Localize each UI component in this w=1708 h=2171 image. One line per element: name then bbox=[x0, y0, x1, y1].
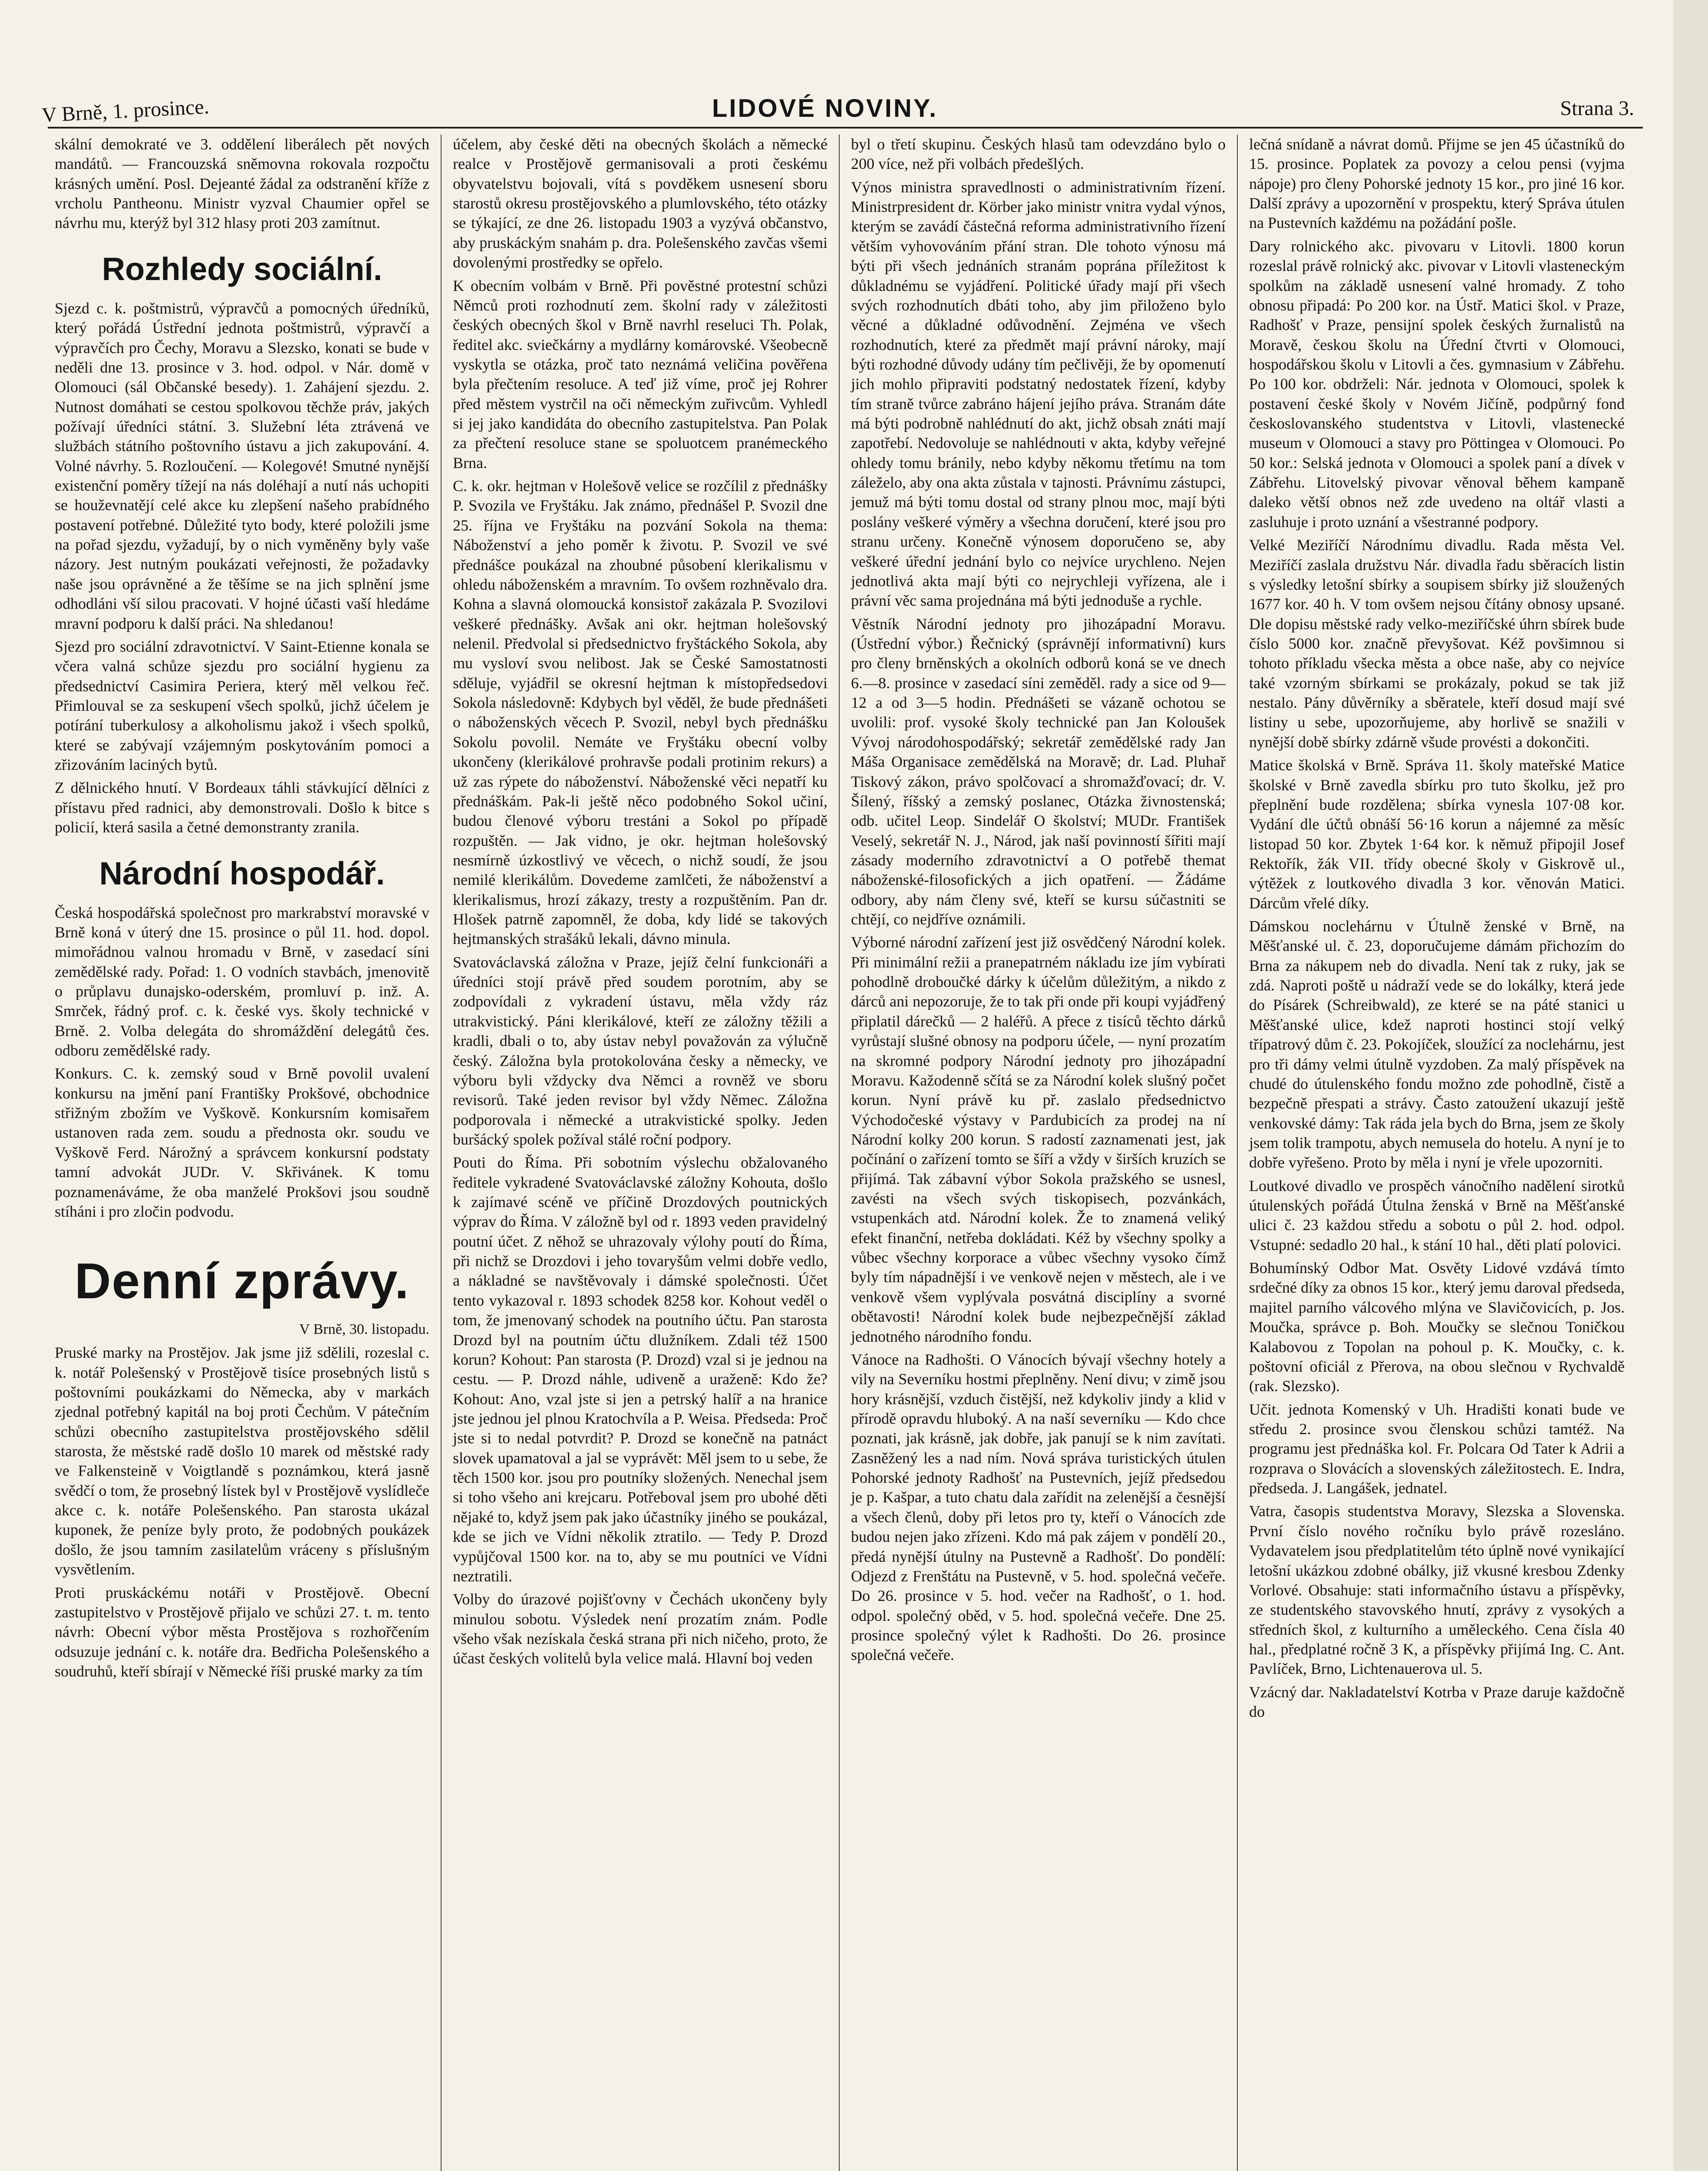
article: Pruské marky na Prostějov. Jak jsme již sdělili, rozeslal c. k. notář Polešenský v Prostějově tisíce prosebných listů s poštovními poukázkami do Německa, aby v markách zjednal potřebný kapitál na boj proti Čechům. V pátečním schůzi obecního zastupitelstva prostějovského sdělil starosta, že městské radě došlo 10 marek od městské rady ve Falkensteině v Voigtlandě s poznámkou, která jasně svědčí o tom, že prosebný lístek byl v Prostějově vyslídleče akce c. k. notáře Polešenského. Pan starosta ukázal kuponek, že peníze byly proto, že podobných poukázek došlo, že jsou tamním zasilatelům vráceny s příslušným vysvětlením. bbox=[55, 1344, 429, 1578]
article: Z dělnického hnutí. V Bordeaux táhli stávkující dělníci z přístavu před radnici, aby demonstrovali. Došlo k bitce s policií, která sasila a četné demonstranty zranila. bbox=[55, 779, 429, 836]
scan-margin bbox=[1673, 0, 1708, 2171]
article: Dary rolnického akc. pivovaru v Litovli. 1800 korun rozeslal právě rolnický akc. pivovar v Litovli vlasteneckým spolkům na základě usnesení valné hromady. Z toho obnosu připadá: Po 200 kor. na Ústř. Matici škol. v Praze, Radhošť v Praze, pensijní spolek českých žurnalistů na Moravě, českou školu na Úřední čtvrti v Olomouci, hospodářskou školu v Litovli a čes. gymnasium v Zábřehu. Po 100 kor. obdrželi: Nár. jednota v Olomouci, spolek k postavení české školy v Novém Jičíně, podpůrný fond českoslovanského studentstva v Litovli, vlastenecké museum v Olomouci a stavy pro Pöttingea v Olomouci. Po 50 kor.: Selská jednota v Olomouci a spolek paní a dívek v Zábřehu. Litovelský pivovar věnoval během kampaně daleko větší obnos než zde uvedeno na oltář vlasti a zasluhuje i proto uznání a všestranné podpory. bbox=[1249, 237, 1625, 531]
column-3-lead: byl o třetí skupinu. Českých hlasů tam odevzdáno bylo o 200 více, než při volbách předešlých. bbox=[851, 135, 1226, 173]
article: Svatováclavská záložna v Praze, jejíž čelní funkcionáři a úředníci stojí právě před soudem porotním, aby se zodpovídali z vykradení ústavu, měla vždy ráz utrakvistický. Páni klerikálové, kteří ze záložny těžili a kradli, dbali o to, aby ústav nebyl považován za výlučně český. Záložna byla protokolována česky a německy, ve výboru byli vždycky dva Němci a rovněž ve sboru revisorů. Také jeden revisor byl vždy Němec. Záložna podporovala i německé a utrakvistické spolky. Jeden buršácký spolek požíval stálé roční podpory. bbox=[453, 953, 828, 1148]
article: Sjezd pro sociální zdravotnictví. V Saint-Etienne konala se včera valná schůze sjezdu pro sociální hygienu za předsednictví Casimira Periera, který měl velkou řeč. Přimlouval se za seskupení všech spolků, jichž účelem je potírání tuberkulosy a alkoholismu jakož i všech spolků, které se zabývají vzájemným poskytováním pomoci a zřizováním laciných bytů. bbox=[55, 637, 429, 774]
article: Pouti do Říma. Při sobotním výslechu obžalovaného ředitele vykradené Svatováclavské záložny Kohouta, došlo k zajímavé scéně ve příčině Drozdových poutnických výprav do Říma. V záložně byl od r. 1893 veden pravidelný poutní účet. Z něhož se uhrazovaly výlohy poutí do Říma, při nichž se Drozdovi i jeho tovaryšům velmi dobře vedlo, a nákladné se navštěvovaly i dámské společnosti. Účet tento vykazoval r. 1893 schodek 8258 kor. Kohout veděl o tom, že jmenovaný schodek na poutního účtu. Pan starosta Drozd byl na poutním účtu dlužníkem. Zdali též 1500 korun? Kohout: Pan starosta (P. Drozd) vzal si je jednou na cestu. — P. Drozd náhle, udiveně a uraženě: Kdo že? Kohout: Ano, vzal jste si jen a petrský halíř a na hranice jste jednou jel plnou Kratochvíla a P. Weisa. Předseda: Proč jste si to nedal potvrdit? P. Drozd se konečně na patnáct slovek upamatoval a jal se vyprávět: Měl jsem to u sebe, že těch 1500 kor. jsou pro poutníky složených. Nenechal jsem si toho všeho ani krejcaru. Potřeboval jsem pro ubohé děti nějaké to, když jsem pak jako účastníky jiného se poukázal, kde se jich ve Vídni několik ztratilo. — Tedy P. Drozd vypůjčoval 1500 kor. na to, aby se mu poutníci ve Vídni neztratili. bbox=[453, 1154, 828, 1585]
article: C. k. okr. hejtman v Holešově velice se rozčílil z přednášky P. Svozila ve Fryštáku. Jak známo, přednášel P. Svozil dne 25. října ve Fryštáku na pozvání Sokola na thema: Náboženství a jeho poměr k životu. P. Svozil ve své přednášce poukázal na zhoubné působení klerikalismu v ohledu náboženském a mravním. To ovšem rozhněvalo dra. Kohna a slavná olomoucká konsistoř zakázala P. Svozilovi veškeré přednášky. Avšak ani okr. hejtman holešovský nelenil. Předvolal si předsednictvo fryštáckého Sokola, aby mu vysloví svou nelibost. Jak se České Samostatnosti sděluje, vyjádřil se okresní hejtman k místopředsedovi Sokola následovně: Kdybych byl věděl, že bude přednášeti o náboženských věcech P. Svozil, nebyl bych přednášku Sokolu povolil. Nemáte ve Fryštáku obecní volby ukončeny (klerikálové prohravše podali protinim rekurs) a už zas rýpete do náboženství. Náboženské věci nepatří ku přednáškám. Pak-li ještě něco podobného Sokol učiní, budou členové výboru trestáni a Sokol po případě rozpuštěn. — Jak vidno, je okr. hejtman holešovský nesmírně úzkostlivý ve věcech, o nichž soudí, že jsou nemilé klerikálům. Dovedeme zamlčeti, že náboženství a klerikalismus, hrozí zákazy, tresty a rozpuštěním. Pan dr. Hlošek patrně zapomněl, že doba, kdy lidé se takových hejtmanských strašáků lekali, dávno minula. bbox=[453, 477, 828, 948]
article: Výborné národní zařízení jest již osvědčený Národní kolek. Při minimální režii a pranepatrném nákladu ize jím vybírati pohodlně droboučké dárky k účelům důležitým, a nikdo z dárců ani nepozoruje, že to tak při onde při koupi vyjádřený připlatil dárečků — 2 haléřů. A přece z tisíců těchto dárků vyrůstají slušné obnosy na podporu účele, — nyní prozatím na skromné podpory Národní jednoty pro jihozápadní Moravu. Kažodenně sčítá se za Národní kolek slušný počet korun. Nyní právě ku př. zaslalo předsednictvo Východočeské výstavy v Pardubicích za prodej na ní Národní kolky 200 korun. S radostí zaznamenati jest, jak počínání o zařízení tomto se šíří a vždy v širších kruzích se přijímá. Tak zábavní výbor Sokola pražského se usnesl, zavésti na všech svých tiskopisech, pozvánkách, vstupenkách atd. Národní kolek. Že to znamená veliký efekt finanční, netřeba dokládati. Kéž by všechny spolky a vůbec všechny korporace a vůbec všechny vysoko čímž byly tím nápadnější i ve venkově nejen v městech, ale i ve venkově všem vyplývala posvátná disciplíny a svorné obětavosti! Národní kolek bude nejbezpečnější základ jednotného národního fondu. bbox=[851, 934, 1226, 1345]
article: Výnos ministra spravedlnosti o administrativním řízení. Ministrpresident dr. Körber jako ministr vnitra vydal výnos, kterým se zavádí částečná reforma administrativního řízení větším vyhovováním přání stran. Dle tohoto výnosu má býti při všech jednáních stranám poprána příležitost k důkladnému se vyjádření. Politické úřady mají při všech svých rozhodnutích dbáti toho, aby jim přiloženo bylo věcné a důkladné odůvodnění. Zejména ve všech rozhodnutích, které za předmět mají právní nároky, mají býti rozhodné důvody udány tím pečlivěji, že by opomenutí jich mohlo připraviti podstatný nedostatek řízení, kdyby tím straně tvůrce zabráno hájení jejího práva. Stranám dáte má býti podrobně nahlédnutí do akt, jichž obsah znáti mají zapotřebí. Nedovoluje se nahlédnouti v akta, kdyby veřejné ohledy tomu bránily, nebo kdyby někomu třetímu na tom záleželo, aby ona akta zůstala v tajnosti. Právnímu zástupci, jemuž má býti tomu dostal od strany plnou moc, mají býti poslány veškeré výměry a všechna doručení, které jsou pro stranu určeny. Konečně výnosem doporučeno se, aby veškeré úřední jednání bylo co nejvíce urychleno. Nejen jednotlivá akta mají býti co nejrychleji vyřízena, ale i právní věc sama projednána má býti jednoduše a rychle. bbox=[851, 178, 1226, 610]
article: K obecním volbám v Brně. Při pověstné protestní schůzi Němců proti rozhodnutí zem. školní rady v záležitosti českých obecných škol v Brně navrhl reseluci Th. Polak, ředitel akc. sviečkárny a mydlárny komárovské. Všeobecně vyskytla se otázka, proč tato neznámá veličina pověřena byla přečtením resoluce. A teď již víme, proč jej Rohrer před městem vystrčil na oči německým zuřivcům. Vyhledl si jej jako kandidáta do obecního zastupitelstva. Pan Polak za přečtení resoluce stane se spoluotcem pranémeckého Brna. bbox=[453, 277, 828, 472]
section-heading-narodni: Národní hospodář. bbox=[99, 855, 385, 891]
article: Sjezd c. k. poštmistrů, výpravčů a pomocných úředníků, který pořádá Ústřední jednota poštmistrů, výpravčí a výpravčích pro Čechy, Moravu a Slezsko, konati se bude v neděli dne 13. prosince v 3. hod. odpol. v Nár. domě v Olomouci (sál Občanské besedy). 1. Zahájení sjezdu. 2. Nutnost domáhati se cestou spolkovou těchže práv, jakých požívají úředníci státní. 3. Služební léta ztrávená ve službách státního poštovního ústavu a jich zakupování. 4. Volné návrhy. 5. Rozloučení. — Kolegové! Smutné nynější existenční poměry tížejí na nás doléhají a nutí nás uchopiti se houževnatějí celé akce ku zlepšení našeho prabídného postavení potřebné. Důležité tyto body, které položili jsme na pořad sjezdu, vyžadují, by o nich vyměněny byly vaše názory. Jest nutným poukázati veřejnosti, že požadavky naše jsou oprávněné a že těšíme se na jich splnění jsme odhodláni vší silou pracovati. V hojné účasti vaší hledáme mravní podporu k další práci. Na shledanou! bbox=[55, 299, 429, 632]
column-4-lead: lečná snídaně a návrat domů. Přijme se jen 45 účastníků do 15. prosince. Poplatek za povozy a celou pensi (vyjma nápoje) pro členy Pohorské jednoty 15 kor., pro jiné 16 kor. Další zprávy a upozornění v prospektu, který Správa útulen na Pustevních každému na požádání pošle. bbox=[1249, 135, 1625, 232]
article: Vánoce na Radhošti. O Vánocích bývají všechny hotely a vily na Severníku hostmi přeplněny. Není divu; v zimě jsou hory krásnější, vzduch čistější, než kdykoliv jindy a klid v přírodě opravdu hluboký. A na naší severníku — Kdo chce poznati, jak krásně, jak dobře, jak panují se k nim zavítati. Zasněžený les a nad ním. Nová správa turistických útulen Pohorské jednoty Radhošť na Pustevních, jejíž předsedou je p. Kašpar, a tuto chatu dala zařídit na zelenější a česnější a všech členů, doby při letos pro ty, kteří o Vánocích zde budou nejen jako zřízeni. Kdo má pak zájem v pondělí 20., předá nynější útulny na Pustevně a Radhošť. Do pondělí: Odjezd z Frenštátu na Pustevně, v 5. hod. společná večeře. Do 26. prosince v 5. hod. večer na Radhošť, o 1. hod. odpol. společný oběd, v 5. hod. společná večeře. Dne 25. prosince společný výlet k Radhošti. Do 26. prosince společná večeře. bbox=[851, 1350, 1226, 1664]
article: Vzácný dar. Nakladatelství Kotrba v Praze daruje každočně do bbox=[1249, 1683, 1625, 1721]
dateline: V Brně, 30. listopadu. bbox=[299, 1321, 429, 1338]
article: Volby do úrazové pojišťovny v Čechách ukončeny byly minulou sobotu. Výsledek není prozatím znám. Podle všeho však nezískala česká strana při nich ničeho, proto, že účast českých volitelů byla velice malá. Hlavní boj veden bbox=[453, 1590, 828, 1667]
masthead-title: LIDOVÉ NOVINY. bbox=[712, 94, 938, 122]
column-2-lead: účelem, aby české děti na obecných školách a německé realce v Prostějově germanisovali a proti českému obyvatelstvu bojovali, vítá s povděkem usnesení sboru starostů okresu prostějovského a plumlovského, této otázky se týkající, ze dne 26. listopadu 1903 a vyzývá občanstvo, aby pruskáckým snahám p. dra. Polešenského zavčas všemi dovolenými prostředky se opřelo. bbox=[453, 135, 828, 271]
page-number: Strana 3. bbox=[1560, 97, 1634, 120]
article: Matice školská v Brně. Správa 11. školy mateřské Matice školské v Brně zavedla sbírku pro tuto školku, jež pro přeplnění bude rozdělena; sbírka vynesla 107·08 kor. Vydání dle účtů obnáší 56·16 korun a nájemné za měsíc listopad 50 kor. Zbytek 1·64 kor. k němuž připojil Josef Rektořík, žák VII. třídy obecné školy v Giskrově ul., výtěžek z loutkového divadla 3 kor. věnován Matici. Dárcům vřelé díky. bbox=[1249, 756, 1625, 912]
column-2 bbox=[442, 135, 840, 2171]
article: Věstník Národní jednoty pro jihozápadní Moravu. (Ústřední výbor.) Řečnický (správnějí informativní) kurs pro členy brněnských a okolních odborů koná se ve dnech 6.—8. prosince v zasedací síni zeměděl. rady a sice od 9—12 a od 3—5 hodin. Přednášeti se vázaně ochotou se uvolili: prof. vysoké školy technické pan Jan Koloušek Vývoj národohospodářský; sekretář zemědělské rady Jan Máša Organisace zemědělská na Moravě; dr. Lad. Pluhař Tiskový zákon, právo spolčovací a shromažďovací; dr. V. Šílený, říšský a zemský poslanec, Otázka živnostenská; odb. učitel Leop. Sindelář O školství; MUDr. František Veselý, sekretář N. J., Národ, jak naší povinností šířiti mají zásady moderního zdravotnictví a O potřebě themat náboženské-filosofických a jich opatření. — Žádáme odbory, aby nám členy své, kteří se kursu súčastniti se chtějí, co nejdříve oznámili. bbox=[851, 615, 1226, 928]
article: Česká hospodářská společnost pro markrabství moravské v Brně koná v úterý dne 15. prosince o půl 11. hod. dopol. mimořádnou valnou hromadu v Brně, v zasedací síni zemědělské rady. Pořad: 1. O vodních stavbách, jmenovitě o průplavu dunajsko-oderském, promluví p. inž. A. Smrček, řádný prof. c. k. české vys. školy technické v Brně. 2. Volba delegáta do shromáždění delegátů čes. odboru zemědělské rady. bbox=[55, 904, 429, 1059]
header-date: V Brně, 1. prosince. bbox=[41, 95, 210, 127]
article: Učit. jednota Komenský v Uh. Hradišti konati bude ve středu 2. prosince svou členskou schůzi tamtéž. Na programu jest přednáška kol. Fr. Polcara Od Tater k Adrii a rozprava o Slovácích a slovenských záležitostech. E. Indra, předseda. J. Langášek, jednatel. bbox=[1249, 1400, 1625, 1497]
columns bbox=[43, 135, 1637, 2171]
article: Bohumínský Odbor Mat. Osvěty Lidové vzdává tímto srdečné díky za obnos 15 kor., který jemu daroval předseda, majitel parního válcového mlýna ve Slavičovicích, p. Jos. Moučka, správce p. Boh. Moučky se slečnou Toničkou Kalabovou z Topolan na pohoul p. K. Moučky, c. k. poštovní oficiál z Přerova, na obou slečnou v Rychvaldě (rak. Slezsko). bbox=[1249, 1259, 1625, 1395]
column-1-lead: skální demokraté ve 3. oddělení liberálech pět nových mandátů. — Francouzská sněmovna rokovala rozpočtu krásných umění. Posl. Dejeanté žádal za odstranění kříže z vrcholu Pantheonu. Ministr vyzval Chaumier opřel se návrhu mu, kterýž byl 312 hlasy proti 203 zamítnut. bbox=[55, 135, 429, 232]
article: Proti pruskáckému notáři v Prostějově. Obecní zastupitelstvo v Prostějově přijalo ve schůzi 27. t. m. tento návrh: Obecní výbor města Prostějova s rozhořčením odsuzuje jednání c. k. notáře dra. Bedřicha Polešenského a soudruhů, kteří sbírají v Německé říši pruské marky za tím bbox=[55, 1584, 429, 1680]
column-3 bbox=[840, 135, 1238, 2171]
article: Konkurs. C. k. zemský soud v Brně povolil uvalení konkursu na jmění paní Františky Prokšové, obchodnice střižným zbožím ve Vyškově. Konkursním komisařem ustanoven rada zem. soudu a přednosta okr. soudu ve Vyškově Ferd. Nárožný a správcem konkursní podstaty tamní advokát JUDr. V. Skřivánek. K tomu poznamenáváme, že oba manželé Prokšovi jsou soudně stíháni i pro zločin podvodu. bbox=[55, 1065, 429, 1220]
section-heading-rozhledy: Rozhledy sociální. bbox=[102, 251, 382, 287]
column-1 bbox=[43, 135, 442, 2171]
article: Velké Meziříčí Národnímu divadlu. Rada města Vel. Meziříčí zaslala družstvu Nár. divadla řadu sběracích listin s výsledky letošní sbírky a soupisem sbírky již sloužených 1677 kor. 40 h. V tom ovšem nejsou čítány obnosy upsané. Dle dopisu městské rady velko-meziříčské úhrn sbírek bude číslo 5000 kor. značně převyšovat. Kéž povšimnou si tohoto příkladu všecka města a obce naše, aby co nejvíce také vzorným sbírkami se prokázaly, pokud se tak již nestalo. Pány důvěrníky a sběratele, kteří dosud mají své listiny u sebe, upozorňujeme, aby horlivě se snažili v nynější době sbírky zdárně všude provésti a dokončiti. bbox=[1249, 536, 1625, 751]
article: Loutkové divadlo ve prospěch vánočního nadělení sirotků útulenských pořádá Útulna ženská v Brně na Měšťanské ulici č. 23 každou středu a sobotu o půl 2. hod. odpol. Vstupné: sedadlo 20 hal., k stání 10 hal., děti platí polovici. bbox=[1249, 1177, 1625, 1254]
article: Vatra, časopis studentstva Moravy, Slezska a Slovenska. První číslo nového ročníku bylo právě rozesláno. Vydavatelem jsou předplatitelům této úplně nové vynikající letošní ukázkou zdobné obálky, již vkusné kresbou Zdenky Vorlové. Obsahuje: stati informačního ústavu a příspěvky, ze studentského stavovského hnutí, zprávy z vysokých a středních škol, z kulturního a uměleckého. Cena čísla 40 hal., předplatné ročně 3 K, a příspěvky přijímá Ing. C. Ant. Pavlíček, Brno, Lichtenauerova ul. 5. bbox=[1249, 1502, 1625, 1678]
section-heading-denni: Denní zprávy. bbox=[74, 1253, 410, 1310]
header-rule bbox=[48, 127, 1643, 129]
column-4 bbox=[1238, 135, 1636, 2171]
article: Dámskou noclehárnu v Útulně ženské v Brně, na Měšťanské ul. č. 23, doporučujeme dámám přichozím do Brna za nákupem neb do divadla. Není tak z ruky, jak se zdá. Naproti poště u nádraží vede se do lokálky, která jede do Písárek (Schreibwald), ze které se na páté stanici u Měšťanské ulice, kdež naproti hostinci stojí velký třípatrový dům č. 23. Pokojíček, sloužící za noclehárnu, jest pro tři dámy velmi útulně vyzdoben. Za malý příspěvek na chudé do útulenského fondu možno zde pohodlně, čistě a bezpečně přespati a strávy. Často zatoužení ukazují ještě venkovské dámy: Tak ráda jela bych do Brna, jsem ze školy jsem tolik trampotu, abych nemusela do hotelu. A nyní je to dobře vyřešeno. Proto by měla i nyní je vřele upozorniti. bbox=[1249, 917, 1625, 1171]
running-header bbox=[0, 0, 1708, 130]
